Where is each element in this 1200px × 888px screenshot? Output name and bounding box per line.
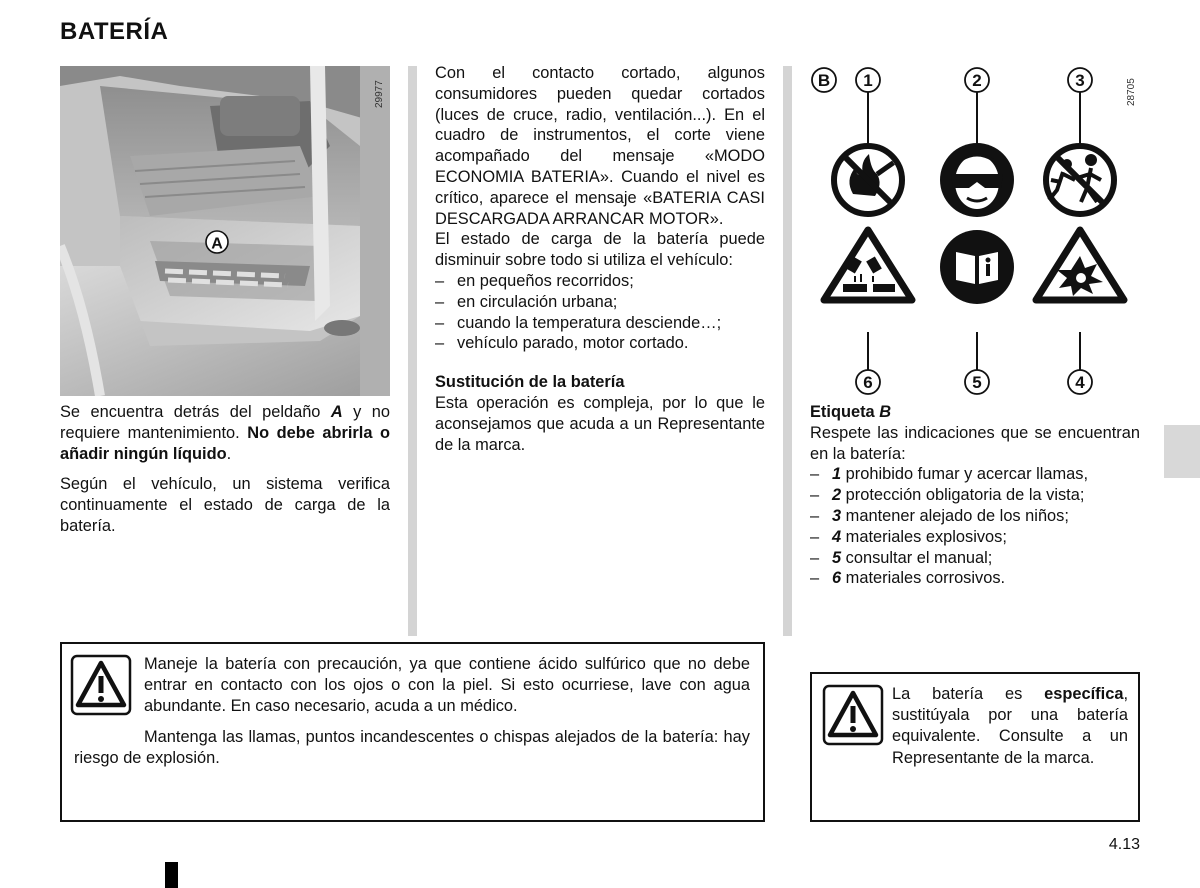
list-item: – 3 mantener alejado de los niños;: [810, 506, 1140, 527]
figure-b-label: [805, 62, 1140, 402]
list-item: – 2 protección obligatoria de la vista;: [810, 485, 1140, 506]
label-b-intro: Respete las indicaciones que se encuentran en la batería:: [810, 423, 1140, 463]
corrosive-icon: [824, 230, 912, 300]
figure-b-code: 28705: [1126, 78, 1137, 106]
callout-5: 5: [972, 373, 982, 392]
contact-off-paragraph: Con el contacto cortado, algunos consumidores pueden quedar cortados (luces de cruce, radio, ventilación...). En el cuadro de instrumentos, el corte viene acompañado del mensaje «MODO ECONOMIA BATERIA». Cuando el nivel es crítico, aparece el mensaje «BATERIA CASI DESCARGADA ARRANCAR MOTOR».: [435, 64, 765, 228]
page-title: BATERÍA: [60, 18, 169, 45]
section-tab: [1164, 425, 1200, 478]
label-b-list: [810, 464, 1140, 589]
list-item: – vehículo parado, motor cortado.: [435, 333, 765, 354]
label-b-heading: Etiqueta B: [810, 403, 892, 421]
column-3-text: [810, 402, 1140, 589]
acid-warning-box: [60, 642, 765, 822]
consult-manual-icon: [940, 230, 1014, 304]
acid-warning-text: Maneje la batería con precaución, ya que contiene ácido sulfúrico que no debe entrar en contacto con los ojos o con la piel. Si esto ocurriese, lave con agua abundante. En caso necesario, acuda a un médico.: [144, 655, 750, 716]
replacement-paragraph: Esta operación es compleja, por lo que le aconsejamos que acuda a un Representante de la marca.: [435, 393, 765, 454]
callout-6: 6: [863, 373, 873, 392]
column-divider: [783, 66, 792, 636]
column-2-text: [435, 63, 765, 455]
page-number: 4.13: [1108, 836, 1140, 853]
list-item: – 4 materiales explosivos;: [810, 527, 1140, 548]
list-item: – en pequeños recorridos;: [435, 271, 765, 292]
specific-battery-warning-box: [810, 672, 1140, 822]
callout-1: 1: [863, 71, 873, 90]
figure-a-code: 29977: [374, 80, 385, 108]
figure-a-illustration: [60, 66, 390, 396]
replacement-heading: Sustitución de la batería: [435, 373, 625, 392]
location-paragraph: Se encuentra detrás del peldaño A y no requiere mantenimiento. No debe abrirla o añadir ningún líquido.: [60, 403, 390, 463]
column-divider: [408, 66, 417, 636]
callout-3: 3: [1075, 71, 1085, 90]
column-1-text: [60, 402, 390, 537]
figure-a-callout: A: [211, 235, 223, 253]
list-item: – en circulación urbana;: [435, 292, 765, 313]
callout-4: 4: [1075, 373, 1085, 392]
no-flames-icon: [834, 146, 902, 214]
eye-protection-icon: [940, 143, 1014, 217]
explosion-warning-text: Mantenga las llamas, puntos incandescentes o chispas alejados de la batería: hay riesgo de explosión.: [74, 728, 750, 768]
callout-2: 2: [972, 71, 982, 90]
discharge-conditions-list: [435, 271, 765, 354]
list-item: – cuando la temperatura desciende…;: [435, 313, 765, 334]
list-item: – 6 materiales corrosivos.: [810, 568, 1140, 589]
monitoring-paragraph: Según el vehículo, un sistema verifica continuamente el estado de carga de la batería.: [60, 475, 390, 535]
list-item: – 1 prohibido fumar y acercar llamas,: [810, 464, 1140, 485]
explosive-icon: [1036, 230, 1124, 300]
charge-state-paragraph: El estado de carga de la batería puede disminuir sobre todo si utiliza el vehículo:: [435, 230, 765, 270]
warning-triangle-icon: [822, 684, 884, 746]
specific-battery-text: La batería es específica, sustitúyala por una batería equivalente. Consulte a un Representante de la marca.: [892, 685, 1128, 767]
figure-b-callout: B: [817, 71, 831, 90]
warning-triangle-icon: [70, 654, 132, 716]
list-item: – 5 consultar el manual;: [810, 548, 1140, 569]
edge-marker: [165, 862, 178, 888]
keep-children-away-icon: [1046, 146, 1114, 214]
